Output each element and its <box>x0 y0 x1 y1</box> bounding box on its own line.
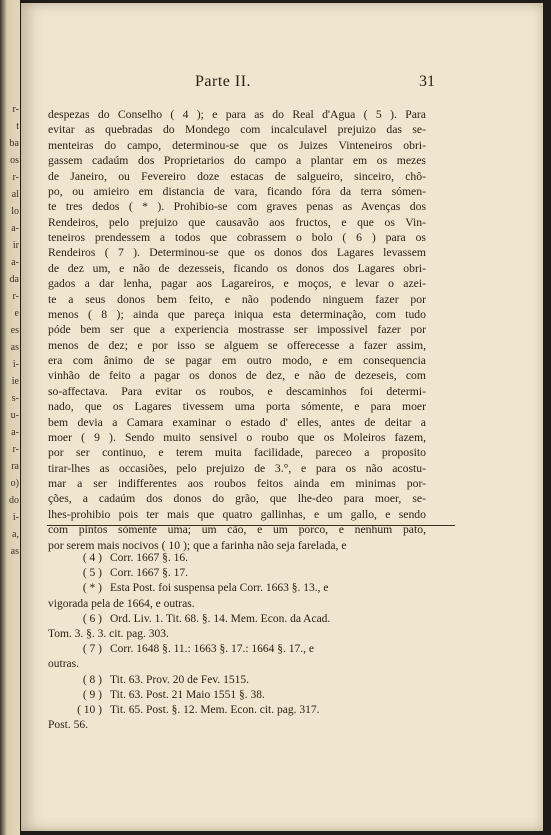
footnote-mark: ( 10 ) <box>77 704 102 717</box>
text-line: po, ou amieiro em distancia de vara, ficando fóra da terra sómen- <box>48 184 426 198</box>
text-line: era com ânimo de se pagar em outro modo, e em consequencia <box>48 354 426 367</box>
facing-page-fragment: o) <box>10 478 19 489</box>
main-text <box>48 107 426 553</box>
text-line: despezas do Conselho ( 4 ); e para as do Real d'Agua ( 5 ). Para <box>48 108 426 121</box>
text-line: lhes-prohibio pois ter mais que quatro gallinhas, e um gallo, e sendo <box>48 507 426 521</box>
footnote <box>48 581 426 596</box>
footnote-text: Tit. 63. Post. 21 Maio 1551 §. 38. <box>110 688 265 701</box>
text-line: de dez um, e não de dezesseis, ficando os donos dos Lagares obri- <box>48 261 426 275</box>
text-line: moer ( 9 ). Sendo muito sensivel o roubo que os Moleiros fazem, <box>48 430 426 444</box>
facing-page-edge <box>0 0 20 835</box>
footnote-mark: ( 9 ) <box>82 688 102 701</box>
footnote-text: Ord. Liv. 1. Tit. 68. §. 14. Mem. Econ. da Acad. <box>110 612 331 625</box>
facing-page-fragment: lo <box>11 206 19 217</box>
text-line: ções, a cadaúm dos donos do grão, que lhe-deo para moer, se- <box>48 492 426 506</box>
footnote <box>48 688 426 703</box>
facing-page-fragment: r- <box>12 291 19 302</box>
text-line: menos ( 8 ); ainda que pareça iniqua esta determinação, com tudo <box>48 307 426 321</box>
facing-page-fragment: ir <box>12 240 19 251</box>
footnote-mark: ( 4 ) <box>82 552 102 564</box>
running-title: Parte II. <box>195 73 252 90</box>
text-line: vinhão de feito a pagar os donos de dez, e não de dezeseis, com <box>48 369 426 383</box>
facing-page-fragment: e <box>14 308 19 319</box>
footnote-text: Tit. 63. Prov. 20 de Fev. 1515. <box>110 673 249 686</box>
text-line: mar a ser indifferentes aos roubos feitos ainda em minimas por- <box>48 477 426 490</box>
footnote-mark: ( 6 ) <box>82 612 102 625</box>
text-line: tirar-lhes as occasiões, pelo prejuizo de 3.°, e para os não acostu- <box>48 461 426 475</box>
facing-page-fragment: a- <box>11 223 19 234</box>
text-line: teneiros prendessem a todos que cobrassem o bolo ( 6 ) para os <box>48 231 426 244</box>
facing-page-fragment: i- <box>12 359 19 370</box>
text-line: nado, que os Lagares tivessem uma porta sómente, e para moer <box>48 400 426 414</box>
facing-page-fragment: as <box>10 546 19 557</box>
footnote-mark: ( 8 ) <box>82 673 102 686</box>
book-page <box>21 3 543 831</box>
text-line: de Janeiro, ou Fevereiro doze estacas de salgueiro, sinceiro, chô- <box>48 169 426 183</box>
facing-page-fragment: r- <box>12 444 19 455</box>
footnote <box>48 703 426 718</box>
page-number: 31 <box>419 73 435 90</box>
facing-page-fragment: a, <box>12 529 19 540</box>
text-line: te a seus donos bem feito, e não podendo ninguem fazer por <box>48 292 426 306</box>
facing-page-fragment: es <box>10 325 19 336</box>
text-line: por serem mais nocivos ( 10 ); que a farinha não seja farelada, e <box>48 538 347 552</box>
facing-page-fragment: ra <box>11 461 19 472</box>
facing-page-fragment: r- <box>12 172 19 183</box>
facing-page-fragment: ba <box>9 138 19 149</box>
facing-page-fragment: os <box>10 155 19 166</box>
text-line: so-affectava. Para evitar os roubos, e descaminhos foi determi- <box>48 384 426 398</box>
facing-page-fragment: s- <box>11 393 19 404</box>
text-line: evitar as quebradas do Mondego com incalculavel prejuizo das se- <box>48 123 426 137</box>
footnote-rule <box>47 525 455 526</box>
footnote-continuation: Tom. 3. §. 3. cit. pag. 303. <box>48 628 169 641</box>
text-line: gados a dar lenha, pagar aos Lagareiros, e moços, e levar o azei- <box>48 277 426 291</box>
text-line: menos de dez; e por isso se alguem se offerecesse a fazer assim, <box>48 338 426 352</box>
footnote-continuation: outras. <box>48 658 79 671</box>
text-line: por ser continuo, e terem muita facilidade, pareceo a proposito <box>48 446 426 460</box>
footnote-text: Corr. 1667 §. 16. <box>110 552 188 564</box>
facing-page-fragment: i- <box>12 512 19 523</box>
footnote-text: Tit. 65. Post. §. 12. Mem. Econ. cit. pag. 317. <box>110 704 320 717</box>
footnote <box>48 642 426 657</box>
footnote <box>48 612 426 627</box>
footnote-text: Corr. 1648 §. 11.: 1663 §. 17.: 1664 §. 17., e <box>110 643 315 656</box>
facing-page-fragment: da <box>9 274 19 285</box>
footnote-continuation: vigorada pela de 1664, e outras. <box>48 597 195 610</box>
facing-page-fragment: as <box>10 342 19 353</box>
facing-page-fragment: t <box>16 121 19 132</box>
text-line: Rendeiros, pelo prejuizo que causavão aos fructos, e que os Vin- <box>48 215 426 229</box>
facing-page-fragment: u- <box>10 410 19 421</box>
facing-page-fragment: ie <box>11 376 19 387</box>
footnote-mark: ( 7 ) <box>82 643 102 656</box>
text-line: menteiras do campo, determinou-se que os Juizes Vinteneiros obri- <box>48 138 426 152</box>
facing-page-fragment: do <box>9 495 19 506</box>
footnote-continuation: Post. 56. <box>48 719 88 732</box>
text-line: gassem cadaúm dos Proprietarios do campo a plantar em os mezes <box>48 154 426 168</box>
text-line: com pintos sómente uma; um cão, e um porco, e nenhum pato, <box>48 523 426 537</box>
footnotes <box>48 551 426 733</box>
text-line: Rendeiros ( 7 ). Determinou-se que os donos dos Lagares levassem <box>48 246 426 260</box>
facing-page-fragment: r- <box>12 104 19 115</box>
footnote-text: Corr. 1667 §. 17. <box>110 567 188 580</box>
facing-page-fragment: a- <box>11 257 19 268</box>
footnote-mark: ( 5 ) <box>82 567 102 580</box>
facing-page-fragment: al <box>11 189 19 200</box>
footnote-text: Esta Post. foi suspensa pela Corr. 1663 §. 13., e <box>110 582 329 595</box>
footnote <box>48 673 426 688</box>
text-line: bem devia a Camara examinar o estado d' elles, antes de deitar a <box>48 415 426 429</box>
text-line: póde bem ser que a experiencia mostrasse ser impossivel fazer por <box>48 323 426 337</box>
facing-page-fragment: a- <box>11 427 19 438</box>
footnote <box>48 566 426 581</box>
footnote <box>48 551 426 566</box>
page-header <box>21 73 543 97</box>
footnote-mark: ( * ) <box>82 582 102 595</box>
text-line: te tres dedos ( * ). Prohibio-se com graves penas as Avenças dos <box>48 200 426 214</box>
